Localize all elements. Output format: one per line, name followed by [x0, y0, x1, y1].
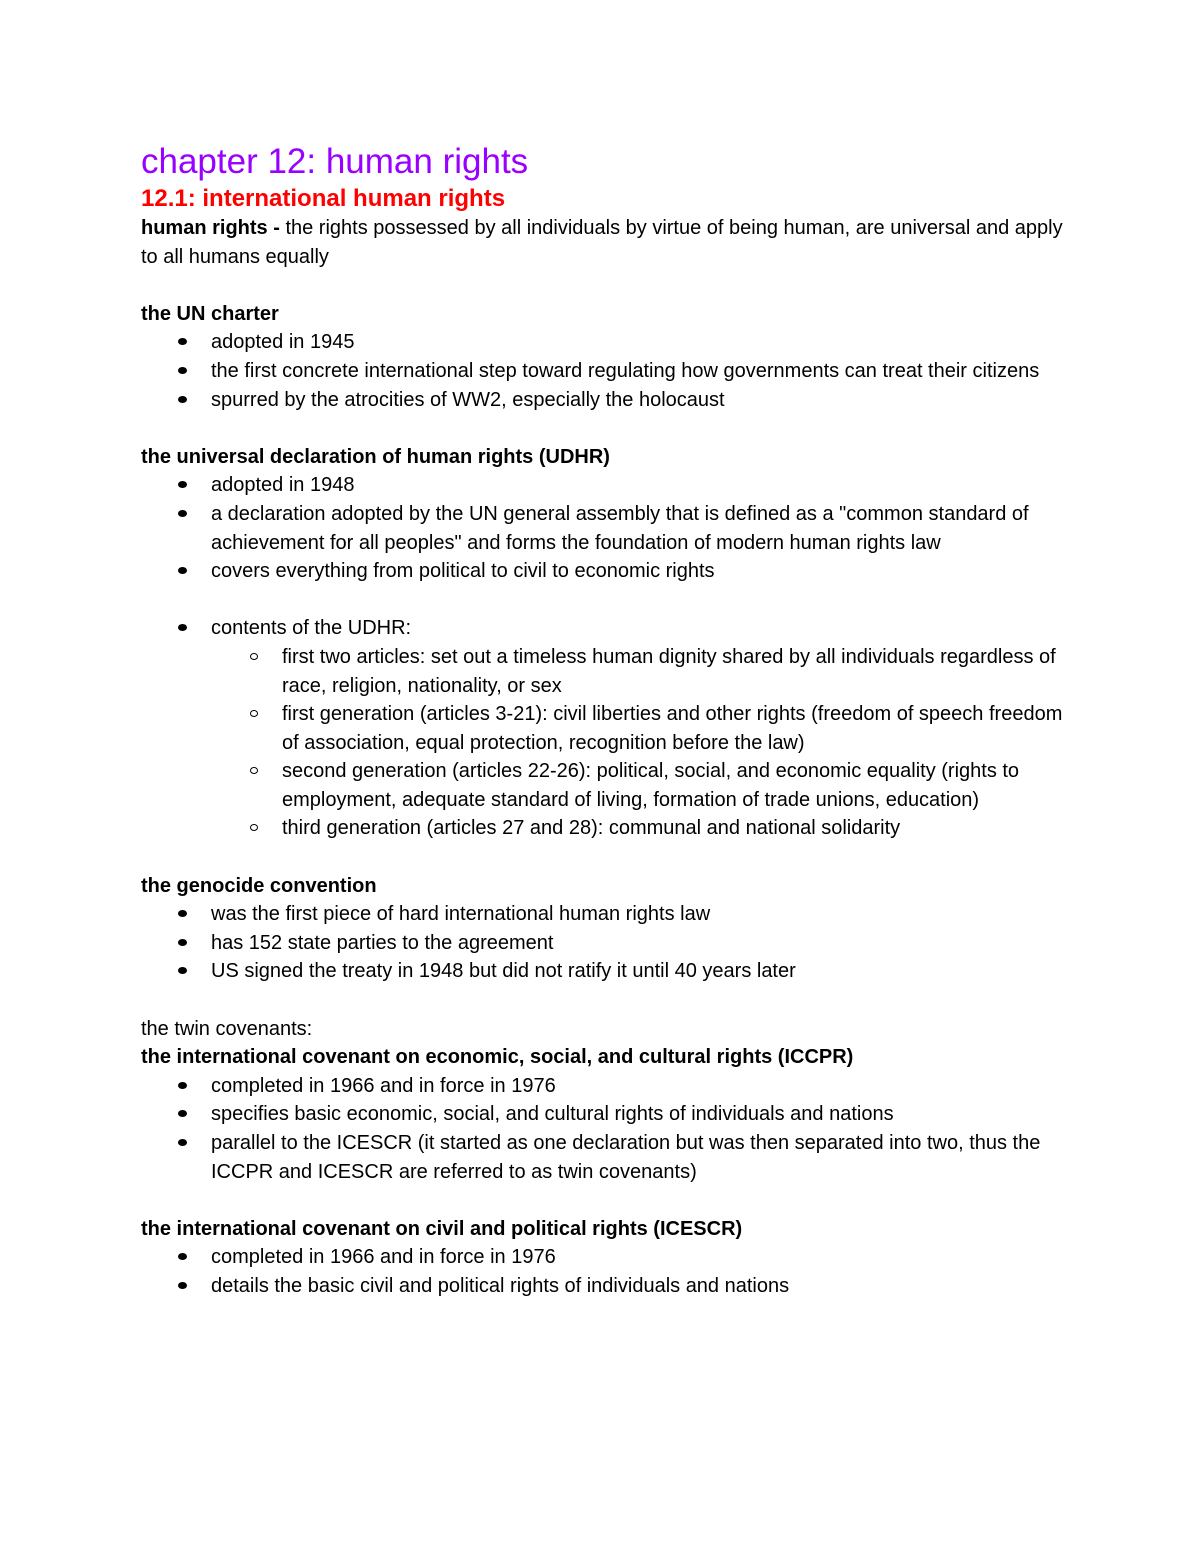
list-item: a declaration adopted by the UN general assembly that is defined as a "common standard of achievement for all peoples" and forms the foundation of modern human rights law — [141, 500, 1081, 557]
sub-list-item: first generation (articles 3-21): civil liberties and other rights (freedom of speech freedom of association, equal protection, recognition before the law) — [141, 700, 1081, 757]
list-item: US signed the treaty in 1948 but did not ratify it until 40 years later — [141, 957, 1081, 986]
list-item: has 152 state parties to the agreement — [141, 929, 1081, 958]
list-item: specifies basic economic, social, and cultural rights of individuals and nations — [141, 1100, 1081, 1129]
list-item: details the basic civil and political rights of individuals and nations — [141, 1272, 1081, 1301]
list-item: covers everything from political to civil to economic rights — [141, 557, 1081, 586]
definition-text: the rights possessed by all individuals by virtue of being human, are universal and apply to all humans equally — [141, 217, 1063, 268]
list-item: spurred by the atrocities of WW2, especially the holocaust — [141, 386, 1081, 415]
genocide-heading: the genocide convention — [141, 874, 377, 897]
list-item: completed in 1966 and in force in 1976 — [141, 1072, 1081, 1101]
genocide-list — [141, 900, 1081, 986]
un-charter-list — [141, 328, 1081, 414]
list-item: adopted in 1948 — [141, 471, 1081, 500]
list-item: was the first piece of hard international human rights law — [141, 900, 1081, 929]
document-body — [141, 140, 1081, 1301]
list-item: adopted in 1945 — [141, 328, 1081, 357]
list-item: parallel to the ICESCR (it started as one declaration but was then separated into two, thus the ICCPR and ICESCR are referred to as twin covenants) — [141, 1129, 1081, 1186]
list-item: completed in 1966 and in force in 1976 — [141, 1243, 1081, 1272]
section-title: 12.1: international human rights — [141, 185, 506, 212]
iccpr-heading: the international covenant on economic, social, and cultural rights (ICCPR) — [141, 1046, 854, 1069]
definition-term: human rights - — [141, 217, 280, 239]
un-charter-heading: the UN charter — [141, 302, 279, 325]
udhr-list — [141, 471, 1081, 843]
icescr-list — [141, 1243, 1081, 1300]
sub-list-item: third generation (articles 27 and 28): communal and national solidarity — [141, 814, 1081, 843]
definition-paragraph — [141, 214, 1081, 271]
sub-list-item: second generation (articles 22-26): political, social, and economic equality (rights to employment, adequate standard of living, formation of trade unions, education) — [141, 757, 1081, 814]
udhr-heading: the universal declaration of human rights (UDHR) — [141, 445, 610, 468]
twin-covenants-label: the twin covenants: — [141, 1017, 313, 1040]
iccpr-list — [141, 1072, 1081, 1186]
list-item: the first concrete international step toward regulating how governments can treat their citizens — [141, 357, 1081, 386]
udhr-contents-label: contents of the UDHR: — [211, 617, 412, 640]
icescr-heading: the international covenant on civil and political rights (ICESCR) — [141, 1217, 743, 1240]
udhr-contents-item — [141, 614, 1081, 843]
sub-list-item: first two articles: set out a timeless human dignity shared by all individuals regardless of race, religion, nationality, or sex — [141, 643, 1081, 700]
chapter-title: chapter 12: human rights — [141, 142, 529, 181]
udhr-contents-list — [211, 643, 1081, 843]
